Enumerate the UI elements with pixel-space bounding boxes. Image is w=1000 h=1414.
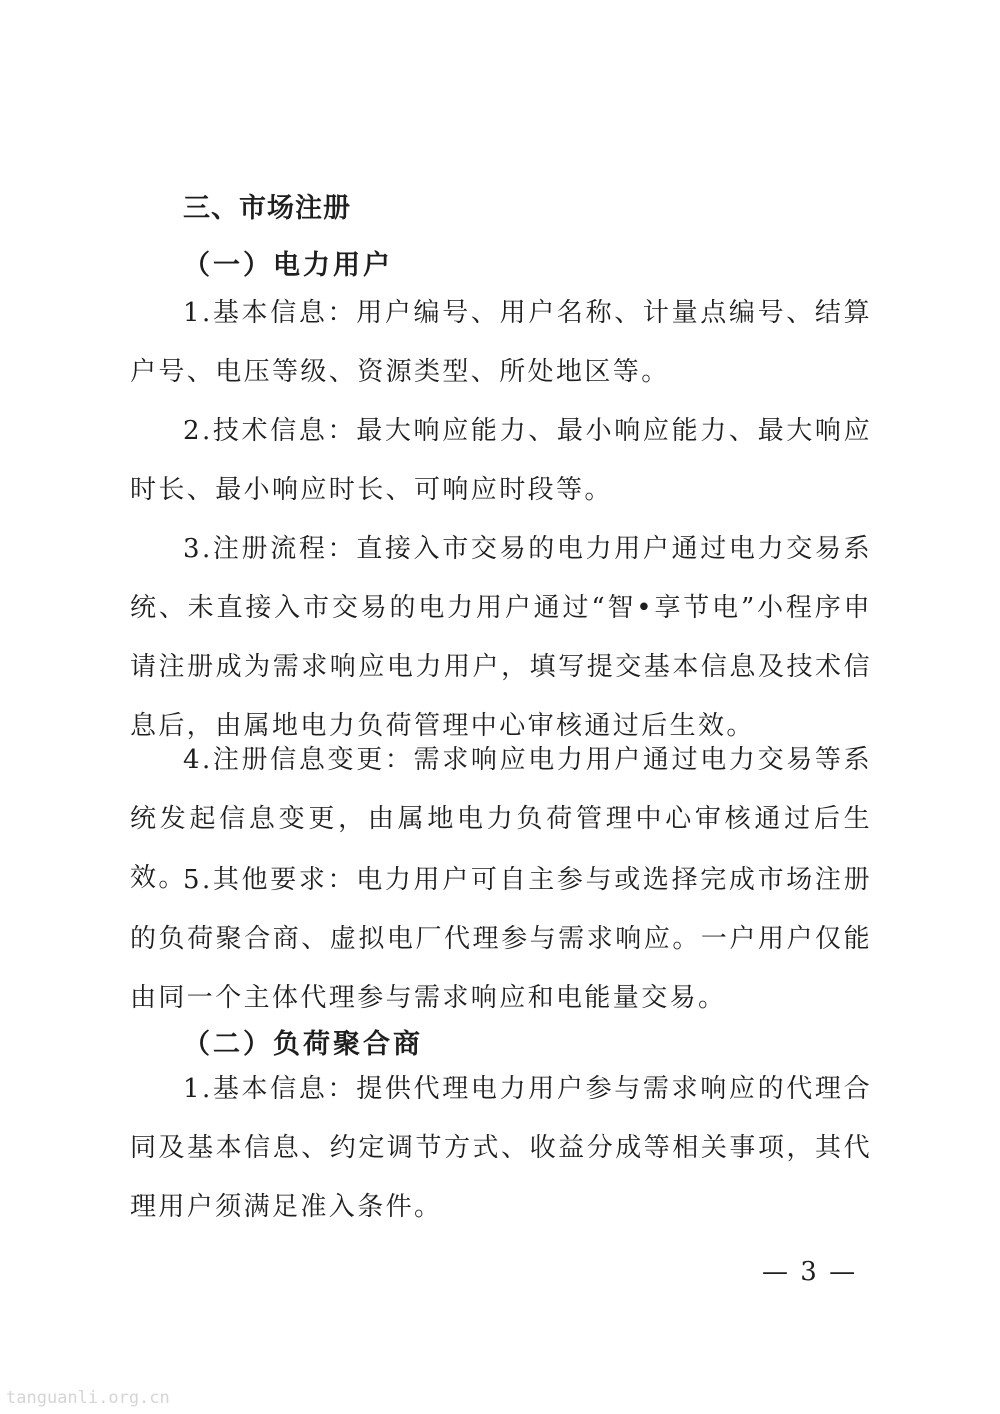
paragraph-basic-info: 1.基本信息：用户编号、用户名称、计量点编号、结算户号、电压等级、资源类型、所处地区等。	[130, 298, 872, 387]
paragraph-technical-info: 2.技术信息：最大响应能力、最小响应能力、最大响应时长、最小响应时长、可响应时段等。	[130, 416, 872, 505]
paragraph-registration-change: 4.注册信息变更：需求响应电力用户通过电力交易等系统发起信息变更，由属地电力负荷管理中心审核通过后生效。	[130, 745, 872, 893]
subsection-heading-power-users: （一）电力用户	[183, 250, 393, 281]
section-heading: 三、市场注册	[183, 193, 351, 224]
paragraph-aggregator-basic-info: 1.基本信息：提供代理电力用户参与需求响应的代理合同及基本信息、约定调节方式、收益分成等相关事项，其代理用户须满足准入条件。	[130, 1074, 872, 1222]
watermark: tanguanli.org.cn	[6, 1388, 170, 1408]
page-number: — 3 —	[762, 1257, 858, 1287]
paragraph-other-requirements: 5.其他要求：电力用户可自主参与或选择完成市场注册的负荷聚合商、虚拟电厂代理参与需求响应。一户用户仅能由同一个主体代理参与需求响应和电能量交易。	[130, 865, 872, 1013]
paragraph-registration-process: 3.注册流程：直接入市交易的电力用户通过电力交易系统、未直接入市交易的电力用户通过“智•享节电”小程序申请注册成为需求响应电力用户，填写提交基本信息及技术信息后，由属地电力负荷管理中心审核通过后生效。	[130, 534, 872, 741]
subsection-heading-load-aggregator: （二）负荷聚合商	[183, 1029, 423, 1060]
